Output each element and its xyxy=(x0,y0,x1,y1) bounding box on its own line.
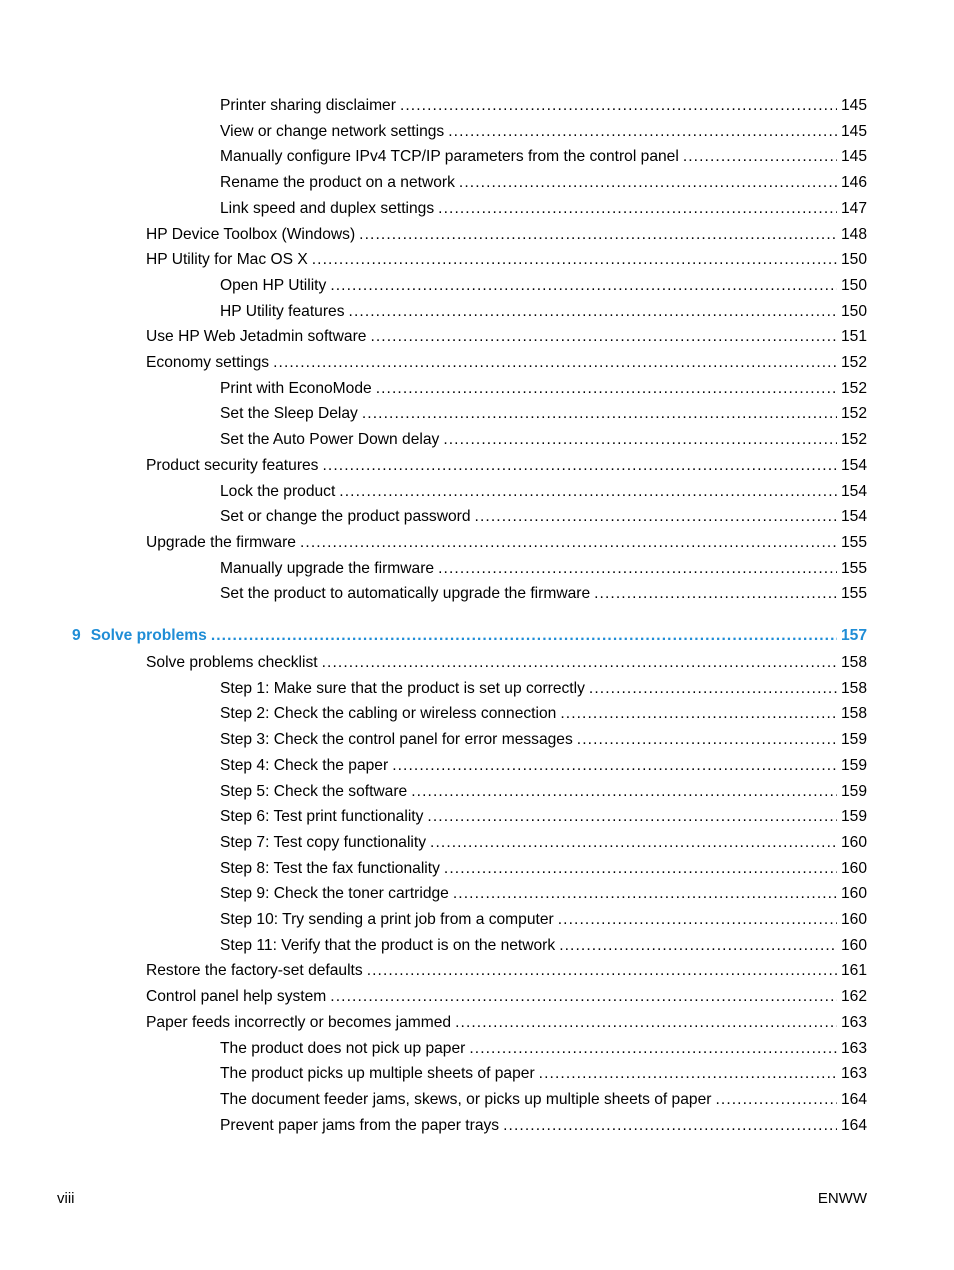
footer-publisher: ENWW xyxy=(817,1190,867,1207)
dot-leader xyxy=(453,884,837,904)
toc-entry[interactable] xyxy=(220,859,867,879)
toc-entry-title: Step 4: Check the paper xyxy=(220,756,389,774)
toc-entry-page: 145 xyxy=(840,97,867,114)
toc-entry-title: Set the Sleep Delay xyxy=(220,405,358,423)
dot-leader xyxy=(427,807,837,827)
toc-entry[interactable] xyxy=(146,987,867,1007)
toc-entry-page: 159 xyxy=(840,731,867,749)
toc-entry-page: 154 xyxy=(840,456,867,474)
dot-leader xyxy=(370,327,837,347)
dot-leader xyxy=(300,533,837,553)
dot-leader xyxy=(715,1090,837,1110)
toc-entry[interactable] xyxy=(220,756,867,776)
toc-entry-title: HP Device Toolbox (Windows) xyxy=(146,225,356,243)
dot-leader xyxy=(392,756,837,776)
dot-leader xyxy=(438,559,837,579)
toc-entry[interactable] xyxy=(220,833,867,853)
toc-entry-page: 163 xyxy=(840,1039,867,1057)
toc-entry-title: Solve problems xyxy=(90,627,207,644)
toc-entry[interactable] xyxy=(220,1064,867,1084)
toc-entry-page: 160 xyxy=(840,833,867,851)
dot-leader xyxy=(469,1039,837,1059)
toc-entry[interactable] xyxy=(220,507,867,527)
toc-entry[interactable] xyxy=(220,482,867,502)
toc-entry-title: Step 9: Check the toner cartridge xyxy=(220,885,449,903)
toc-entry-page: 159 xyxy=(840,756,867,774)
toc-entry-page: 160 xyxy=(840,859,867,877)
toc-entry[interactable] xyxy=(220,1116,867,1136)
dot-leader xyxy=(376,379,837,399)
dot-leader xyxy=(443,430,837,450)
toc-entry-title: Step 2: Check the cabling or wireless connection xyxy=(220,705,557,723)
toc-entry-title: Product security features xyxy=(146,456,319,474)
toc-entry-title: HP Utility features xyxy=(220,302,345,320)
dot-leader xyxy=(438,199,837,219)
toc-entry[interactable] xyxy=(146,1013,867,1033)
toc-entry-page: 154 xyxy=(840,508,867,526)
toc-entry[interactable] xyxy=(146,533,867,553)
toc-entry-title: Step 5: Check the software xyxy=(220,782,408,800)
toc-entry-page: 152 xyxy=(840,379,867,397)
dot-leader xyxy=(211,626,837,646)
toc-entry-page: 158 xyxy=(840,705,867,723)
toc-entry-page: 154 xyxy=(840,482,867,500)
toc-entry[interactable] xyxy=(146,353,867,373)
toc-entry-page: 162 xyxy=(840,988,867,1006)
toc-entry-title: Control panel help system xyxy=(146,988,327,1006)
toc-entry-title: Set the Auto Power Down delay xyxy=(220,431,440,449)
toc-entry-title: Lock the product xyxy=(220,482,336,500)
toc-entry-page: 160 xyxy=(840,885,867,903)
toc-entry-title: Printer sharing disclaimer xyxy=(220,97,396,114)
toc-entry-title: Step 10: Try sending a print job from a computer xyxy=(220,911,554,928)
dot-leader xyxy=(594,584,837,604)
toc-entry[interactable] xyxy=(220,884,867,904)
toc-entry-page: 160 xyxy=(840,936,867,954)
dot-leader xyxy=(362,404,837,424)
toc-entry[interactable] xyxy=(220,379,867,399)
toc-entry[interactable] xyxy=(220,807,867,827)
toc-entry-page: 151 xyxy=(840,328,867,346)
toc-entry-title: Step 8: Test the fax functionality xyxy=(220,859,440,877)
toc-entry-page: 158 xyxy=(840,679,867,697)
toc-entry-title: Step 7: Test copy functionality xyxy=(220,833,427,851)
toc-entry-page: 163 xyxy=(840,1065,867,1083)
toc-entry-page: 157 xyxy=(840,627,867,644)
dot-leader xyxy=(322,456,836,476)
toc-entry-title: Upgrade the firmware xyxy=(146,533,296,551)
toc-entry-title: HP Utility for Mac OS X xyxy=(146,251,308,269)
dot-leader xyxy=(475,507,837,527)
toc-entry[interactable] xyxy=(146,225,867,245)
toc-entry-title: Restore the factory-set defaults xyxy=(146,962,363,980)
toc-entry[interactable] xyxy=(220,1090,867,1110)
dot-leader xyxy=(312,250,837,270)
toc-entry-page: 164 xyxy=(840,1090,867,1108)
dot-leader xyxy=(411,782,837,802)
dot-leader xyxy=(349,302,837,322)
toc-entry-page: 164 xyxy=(840,1116,867,1134)
toc-entry[interactable] xyxy=(146,961,867,981)
toc-entry-page: 155 xyxy=(840,533,867,551)
toc-entry-title: Prevent paper jams from the paper trays xyxy=(220,1116,500,1134)
dot-leader xyxy=(589,679,837,699)
toc-entry-page: 146 xyxy=(840,174,867,192)
toc-entry-page: 148 xyxy=(840,225,867,243)
toc-chapter-entry[interactable] xyxy=(72,626,867,646)
toc-entry-page: 150 xyxy=(840,276,867,294)
toc-entry[interactable] xyxy=(220,559,867,579)
toc-entry-title: Set the product to automatically upgrade the firmware xyxy=(220,585,591,603)
toc-entry-page: 159 xyxy=(840,782,867,800)
toc-entry-title: Rename the product on a network xyxy=(220,174,455,192)
toc-entry-title: Step 1: Make sure that the product is set up correctly xyxy=(220,679,585,697)
chapter-number: 9 xyxy=(72,627,81,644)
dot-leader xyxy=(448,122,837,142)
dot-leader xyxy=(359,225,837,245)
dot-leader xyxy=(430,833,837,853)
toc-entry-page: 155 xyxy=(840,585,867,603)
toc-entry[interactable] xyxy=(146,653,867,673)
toc-entry[interactable] xyxy=(220,122,867,142)
toc-entry-title: View or change network settings xyxy=(220,122,445,140)
toc-entry-page: 145 xyxy=(840,148,867,166)
dot-leader xyxy=(455,1013,837,1033)
dot-leader xyxy=(459,173,837,193)
toc-entry-title: Open HP Utility xyxy=(220,276,327,294)
dot-leader xyxy=(330,276,837,296)
toc-entry[interactable] xyxy=(146,327,867,347)
toc-entry-title: Manually configure IPv4 TCP/IP parameters from the control panel xyxy=(220,148,679,166)
toc-entry-page: 150 xyxy=(840,302,867,320)
dot-leader xyxy=(322,653,837,673)
toc-entry-title: Step 6: Test print functionality xyxy=(220,808,424,826)
toc-entry-title: Step 3: Check the control panel for error messages xyxy=(220,731,573,749)
dot-leader xyxy=(558,910,837,930)
dot-leader xyxy=(330,987,837,1007)
toc-entry-page: 163 xyxy=(840,1013,867,1031)
toc-entry-title: Print with EconoMode xyxy=(220,379,372,397)
dot-leader xyxy=(683,147,837,167)
toc-entry-page: 150 xyxy=(840,251,867,269)
toc-entry-page: 158 xyxy=(840,654,867,671)
toc-entry[interactable] xyxy=(220,430,867,450)
dot-leader xyxy=(444,859,837,879)
toc-entry-title: Solve problems checklist xyxy=(146,654,318,671)
dot-leader xyxy=(339,482,837,502)
dot-leader xyxy=(560,704,837,724)
toc-entry-title: Paper feeds incorrectly or becomes jammed xyxy=(146,1013,452,1031)
toc-entry-page: 155 xyxy=(840,559,867,577)
toc-entry[interactable] xyxy=(220,404,867,424)
toc-entry-title: Use HP Web Jetadmin software xyxy=(146,328,367,346)
toc-entry[interactable] xyxy=(220,704,867,724)
toc-entry[interactable] xyxy=(220,679,867,699)
toc-entry-page: 152 xyxy=(840,405,867,423)
toc-entry[interactable] xyxy=(220,173,867,193)
toc-entry-title: Step 11: Verify that the product is on the network xyxy=(220,936,556,954)
toc-entry-title: Set or change the product password xyxy=(220,508,471,526)
toc-entry[interactable] xyxy=(220,730,867,750)
toc-entry-page: 147 xyxy=(840,199,867,217)
toc-entry[interactable] xyxy=(220,302,867,322)
toc-entry-page: 159 xyxy=(840,808,867,826)
toc-entry-title: The product picks up multiple sheets of paper xyxy=(220,1065,535,1083)
toc-entry[interactable] xyxy=(220,276,867,296)
dot-leader xyxy=(539,1064,837,1084)
dot-leader xyxy=(577,730,837,750)
toc-entry-page: 160 xyxy=(840,911,867,928)
page-number: viii xyxy=(57,1190,75,1207)
toc-entry[interactable] xyxy=(220,584,867,604)
toc-entry[interactable] xyxy=(220,147,867,167)
toc-entry[interactable] xyxy=(220,936,867,956)
toc-entry[interactable] xyxy=(146,250,867,270)
toc-entry[interactable] xyxy=(220,910,867,930)
toc-entry-page: 145 xyxy=(840,122,867,140)
toc-entry[interactable] xyxy=(146,456,867,476)
toc-entry-title: Economy settings xyxy=(146,354,270,371)
toc-entry-page: 152 xyxy=(840,431,867,449)
toc-entry-title: The product does not pick up paper xyxy=(220,1039,466,1057)
toc-entry-page: 161 xyxy=(840,962,867,980)
toc-entry[interactable] xyxy=(220,96,867,116)
toc-entry[interactable] xyxy=(220,199,867,219)
dot-leader xyxy=(273,353,837,373)
dot-leader xyxy=(503,1116,837,1136)
dot-leader xyxy=(559,936,837,956)
toc-entry-title: The document feeder jams, skews, or picks up multiple sheets of paper xyxy=(220,1090,712,1108)
toc-entry[interactable] xyxy=(220,782,867,802)
dot-leader xyxy=(400,96,837,116)
toc-entry-page: 152 xyxy=(840,354,867,371)
toc-entry[interactable] xyxy=(220,1039,867,1059)
toc-entry-title: Manually upgrade the firmware xyxy=(220,559,435,577)
dot-leader xyxy=(367,961,837,981)
toc-entry-title: Link speed and duplex settings xyxy=(220,199,435,217)
